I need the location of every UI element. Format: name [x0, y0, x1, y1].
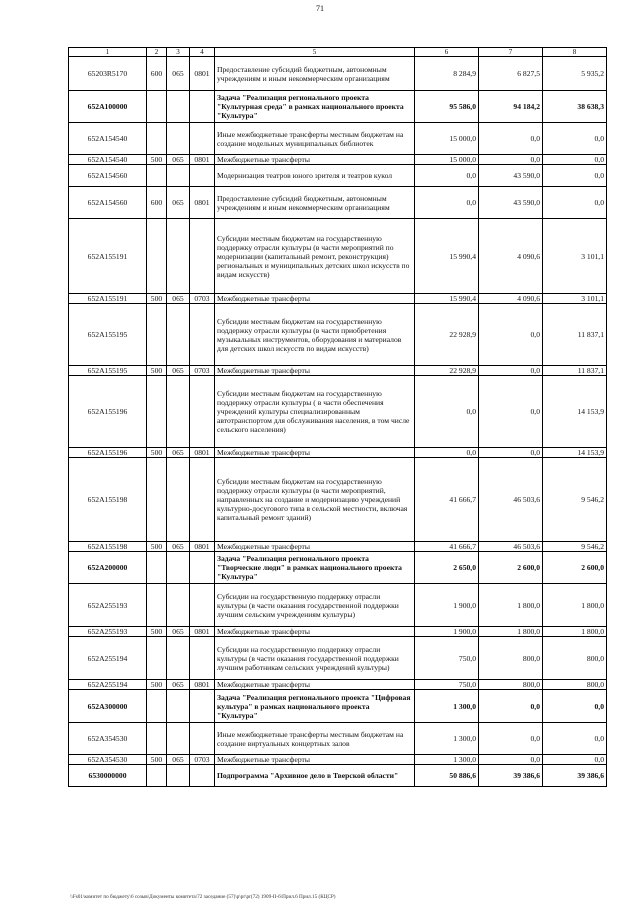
row-vr-cell: 600: [147, 57, 167, 91]
row-value-2020-cell: 94 184,2: [479, 91, 543, 123]
row-value-2021-cell: 0,0: [543, 165, 607, 187]
row-ministry-cell: 065: [167, 755, 190, 765]
row-description-cell: Предоставление субсидий бюджетным, автономным учреждениям и иным некоммерческим организациям: [215, 57, 415, 91]
header-cell: 2: [147, 48, 167, 57]
row-ministry-cell: [167, 376, 190, 448]
row-value-2019-cell: 15 000,0: [415, 123, 479, 155]
table-row: [69, 723, 607, 755]
row-ministry-cell: [167, 165, 190, 187]
row-ministry-cell: 065: [167, 155, 190, 165]
row-description-cell: Субсидии на государственную поддержку отрасли культуры (в части оказания государственной поддержки лучшим работникам сельских учреждений культуры): [215, 637, 415, 680]
table-row: [69, 219, 607, 294]
row-vr-cell: [147, 165, 167, 187]
row-value-2019-cell: 750,0: [415, 680, 479, 690]
row-value-2019-cell: 22 928,9: [415, 366, 479, 376]
row-section-cell: 0801: [190, 57, 215, 91]
row-ministry-cell: [167, 765, 190, 787]
table-row: [69, 755, 607, 765]
row-value-2021-cell: 3 101,1: [543, 294, 607, 304]
row-code-cell: 652A155191: [69, 219, 147, 294]
row-value-2020-cell: 0,0: [479, 304, 543, 366]
row-description-cell: Межбюджетные трансферты: [215, 542, 415, 552]
row-vr-cell: [147, 637, 167, 680]
row-value-2020-cell: 1 800,0: [479, 584, 543, 627]
row-value-2019-cell: 22 928,9: [415, 304, 479, 366]
row-section-cell: [190, 304, 215, 366]
row-value-2021-cell: 0,0: [543, 723, 607, 755]
row-section-cell: [190, 584, 215, 627]
row-vr-cell: [147, 552, 167, 584]
row-value-2020-cell: 0,0: [479, 376, 543, 448]
row-section-cell: 0703: [190, 294, 215, 304]
table-row: [69, 155, 607, 165]
row-value-2020-cell: 43 590,0: [479, 187, 543, 219]
row-value-2021-cell: 5 935,2: [543, 57, 607, 91]
row-value-2019-cell: 0,0: [415, 187, 479, 219]
row-ministry-cell: [167, 91, 190, 123]
row-description-cell: Задача "Реализация регионального проекта "Цифровая культура" в рамках национального проекта "Культура": [215, 690, 415, 723]
row-value-2021-cell: 0,0: [543, 690, 607, 723]
row-vr-cell: [147, 584, 167, 627]
row-value-2020-cell: 6 827,5: [479, 57, 543, 91]
row-value-2021-cell: 2 600,0: [543, 552, 607, 584]
row-ministry-cell: [167, 304, 190, 366]
row-description-cell: Иные межбюджетные трансферты местным бюджетам на создание модельных муниципальных библиотек: [215, 123, 415, 155]
row-description-cell: Субсидии местным бюджетам на государственную поддержку отрасли культуры ( в части обеспечения учреждений культуры специализированным автотранспортом для обслуживания населения, в том числе сельского населения): [215, 376, 415, 448]
row-value-2021-cell: 0,0: [543, 755, 607, 765]
row-value-2019-cell: 1 300,0: [415, 755, 479, 765]
row-code-cell: 65203R5170: [69, 57, 147, 91]
row-code-cell: 652A200000: [69, 552, 147, 584]
table-row: [69, 187, 607, 219]
row-section-cell: 0801: [190, 155, 215, 165]
row-value-2020-cell: 46 503,6: [479, 542, 543, 552]
row-ministry-cell: [167, 123, 190, 155]
row-vr-cell: [147, 765, 167, 787]
row-code-cell: 6530000000: [69, 765, 147, 787]
row-ministry-cell: 065: [167, 448, 190, 458]
row-code-cell: 652A255194: [69, 680, 147, 690]
budget-table: [68, 47, 607, 787]
row-ministry-cell: [167, 219, 190, 294]
row-value-2019-cell: 50 886,6: [415, 765, 479, 787]
row-code-cell: 652A354530: [69, 723, 147, 755]
table-row: [69, 294, 607, 304]
row-value-2021-cell: 1 800,0: [543, 584, 607, 627]
row-value-2019-cell: 15 990,4: [415, 219, 479, 294]
row-value-2020-cell: 0,0: [479, 690, 543, 723]
row-value-2021-cell: 11 837,1: [543, 304, 607, 366]
row-ministry-cell: 065: [167, 294, 190, 304]
table-row: [69, 584, 607, 627]
row-value-2021-cell: 14 153,9: [543, 448, 607, 458]
row-code-cell: 652A154560: [69, 165, 147, 187]
table-row: [69, 165, 607, 187]
row-description-cell: Субсидии на государственную поддержку отрасли культуры (в части оказания государственной поддержки лучшим сельским учреждениям культуры): [215, 584, 415, 627]
row-section-cell: 0703: [190, 755, 215, 765]
row-vr-cell: [147, 376, 167, 448]
row-value-2019-cell: 2 650,0: [415, 552, 479, 584]
row-value-2020-cell: 800,0: [479, 637, 543, 680]
row-code-cell: 652A155195: [69, 366, 147, 376]
row-ministry-cell: [167, 552, 190, 584]
row-value-2020-cell: 800,0: [479, 680, 543, 690]
row-value-2021-cell: 0,0: [543, 155, 607, 165]
row-vr-cell: [147, 219, 167, 294]
table-row: [69, 542, 607, 552]
row-section-cell: [190, 123, 215, 155]
row-value-2020-cell: 0,0: [479, 123, 543, 155]
row-code-cell: 652A155195: [69, 304, 147, 366]
row-code-cell: 652A100000: [69, 91, 147, 123]
row-value-2021-cell: 9 546,2: [543, 458, 607, 542]
row-section-cell: [190, 458, 215, 542]
row-vr-cell: [147, 723, 167, 755]
row-vr-cell: 500: [147, 755, 167, 765]
row-value-2020-cell: 2 600,0: [479, 552, 543, 584]
row-section-cell: 0801: [190, 680, 215, 690]
row-value-2020-cell: 4 090,6: [479, 294, 543, 304]
row-section-cell: [190, 690, 215, 723]
row-vr-cell: [147, 91, 167, 123]
row-section-cell: 0801: [190, 542, 215, 552]
row-value-2019-cell: 1 900,0: [415, 627, 479, 637]
row-section-cell: 0801: [190, 627, 215, 637]
row-ministry-cell: 065: [167, 57, 190, 91]
row-value-2021-cell: 800,0: [543, 637, 607, 680]
row-vr-cell: 500: [147, 366, 167, 376]
table-row: [69, 366, 607, 376]
row-code-cell: 652A155198: [69, 542, 147, 552]
row-code-cell: 652A154560: [69, 187, 147, 219]
row-section-cell: [190, 165, 215, 187]
table-row: [69, 458, 607, 542]
row-ministry-cell: 065: [167, 542, 190, 552]
row-description-cell: Субсидии местным бюджетам на государственную поддержку отрасли культуры (в части мероприятий, направленных на создание и модернизацию учреждений культурно-досугового типа в сельской местности, включая капитальный ремонт зданий): [215, 458, 415, 542]
row-vr-cell: 500: [147, 294, 167, 304]
row-value-2021-cell: 14 153,9: [543, 376, 607, 448]
row-value-2019-cell: 15 000,0: [415, 155, 479, 165]
row-section-cell: 0703: [190, 366, 215, 376]
row-section-cell: [190, 219, 215, 294]
row-description-cell: Субсидии местным бюджетам на государственную поддержку отрасли культуры (в части приобретения музыкальных инструментов, оборудования и материалов для детских школ искусств по видам искусств): [215, 304, 415, 366]
row-code-cell: 652A255193: [69, 584, 147, 627]
table-row: [69, 304, 607, 366]
row-code-cell: 652A255193: [69, 627, 147, 637]
row-value-2021-cell: 38 638,3: [543, 91, 607, 123]
row-code-cell: 652A154540: [69, 155, 147, 165]
row-description-cell: Межбюджетные трансферты: [215, 755, 415, 765]
row-value-2020-cell: 4 090,6: [479, 219, 543, 294]
table-row: [69, 690, 607, 723]
row-ministry-cell: 065: [167, 366, 190, 376]
table-row: [69, 627, 607, 637]
row-code-cell: 652A255194: [69, 637, 147, 680]
row-value-2021-cell: 11 837,1: [543, 366, 607, 376]
table-row: [69, 448, 607, 458]
row-ministry-cell: 065: [167, 187, 190, 219]
table-row: [69, 765, 607, 787]
row-value-2020-cell: 0,0: [479, 366, 543, 376]
header-cell: 8: [543, 48, 607, 57]
header-cell: 5: [215, 48, 415, 57]
row-code-cell: 652A155191: [69, 294, 147, 304]
row-description-cell: Межбюджетные трансферты: [215, 366, 415, 376]
table-row: [69, 680, 607, 690]
header-cell: 4: [190, 48, 215, 57]
row-value-2019-cell: 0,0: [415, 165, 479, 187]
row-value-2019-cell: 41 666,7: [415, 542, 479, 552]
row-value-2019-cell: 0,0: [415, 376, 479, 448]
row-description-cell: Межбюджетные трансферты: [215, 294, 415, 304]
row-description-cell: Межбюджетные трансферты: [215, 627, 415, 637]
table-row: [69, 637, 607, 680]
row-section-cell: [190, 723, 215, 755]
row-vr-cell: [147, 304, 167, 366]
row-vr-cell: 600: [147, 187, 167, 219]
page-number: 71: [316, 4, 324, 13]
row-section-cell: 0801: [190, 448, 215, 458]
row-value-2020-cell: 43 590,0: [479, 165, 543, 187]
row-value-2021-cell: 800,0: [543, 680, 607, 690]
row-value-2019-cell: 95 586,0: [415, 91, 479, 123]
row-description-cell: Модернизация театров юного зрителя и театров кукол: [215, 165, 415, 187]
row-value-2021-cell: 39 386,6: [543, 765, 607, 787]
row-value-2020-cell: 0,0: [479, 755, 543, 765]
row-description-cell: Межбюджетные трансферты: [215, 448, 415, 458]
row-description-cell: Предоставление субсидий бюджетным, автономным учреждениям и иным некоммерческим организациям: [215, 187, 415, 219]
row-vr-cell: 500: [147, 680, 167, 690]
row-value-2019-cell: 41 666,7: [415, 458, 479, 542]
file-path-footer: \\Fs01\комитет по бюджету\6 созыв\Документы комитета\72 заседание (57)\р\pr\pr(72) 1909-II-6\Прил.6 Прил.15 (КЦСР): [70, 894, 336, 900]
row-value-2021-cell: 0,0: [543, 123, 607, 155]
row-code-cell: 652A354530: [69, 755, 147, 765]
header-cell: 1: [69, 48, 147, 57]
table-row: [69, 552, 607, 584]
row-ministry-cell: [167, 584, 190, 627]
table-row: [69, 57, 607, 91]
row-value-2020-cell: 0,0: [479, 723, 543, 755]
row-ministry-cell: 065: [167, 627, 190, 637]
row-vr-cell: 500: [147, 627, 167, 637]
row-description-cell: Субсидии местным бюджетам на государственную поддержку отрасли культуры (в части мероприятий по модернизации (капитальный ремонт, реконструкция) региональных и муниципальных детских школ искусств по видам искусств): [215, 219, 415, 294]
row-vr-cell: [147, 123, 167, 155]
header-cell: 3: [167, 48, 190, 57]
table-row: [69, 91, 607, 123]
row-description-cell: Межбюджетные трансферты: [215, 155, 415, 165]
row-code-cell: 652A155196: [69, 376, 147, 448]
row-value-2020-cell: 0,0: [479, 448, 543, 458]
row-value-2021-cell: 0,0: [543, 187, 607, 219]
row-value-2019-cell: 15 990,4: [415, 294, 479, 304]
row-value-2021-cell: 1 800,0: [543, 627, 607, 637]
row-value-2019-cell: 1 900,0: [415, 584, 479, 627]
row-value-2020-cell: 39 386,6: [479, 765, 543, 787]
row-code-cell: 652A300000: [69, 690, 147, 723]
row-section-cell: [190, 765, 215, 787]
row-value-2019-cell: 1 300,0: [415, 723, 479, 755]
row-value-2020-cell: 46 503,6: [479, 458, 543, 542]
row-section-cell: [190, 637, 215, 680]
row-ministry-cell: [167, 458, 190, 542]
row-vr-cell: 500: [147, 542, 167, 552]
row-description-cell: Задача "Реализация регионального проекта "Культурная среда" в рамках национального проекта "Культура": [215, 91, 415, 123]
row-description-cell: Задача "Реализация регионального проекта "Творческие люди" в рамках национального проекта "Культура": [215, 552, 415, 584]
row-ministry-cell: [167, 690, 190, 723]
header-row: [69, 48, 607, 57]
row-description-cell: Иные межбюджетные трансферты местным бюджетам на создание виртуальных концертных залов: [215, 723, 415, 755]
row-description-cell: Межбюджетные трансферты: [215, 680, 415, 690]
header-cell: 7: [479, 48, 543, 57]
table-body: [69, 57, 607, 787]
row-code-cell: 652A155196: [69, 448, 147, 458]
row-value-2019-cell: 1 300,0: [415, 690, 479, 723]
row-section-cell: [190, 376, 215, 448]
row-value-2021-cell: 9 546,2: [543, 542, 607, 552]
row-value-2020-cell: 1 800,0: [479, 627, 543, 637]
row-vr-cell: [147, 690, 167, 723]
row-section-cell: [190, 552, 215, 584]
row-ministry-cell: 065: [167, 680, 190, 690]
row-code-cell: 652A155198: [69, 458, 147, 542]
row-vr-cell: 500: [147, 448, 167, 458]
header-cell: 6: [415, 48, 479, 57]
row-value-2020-cell: 0,0: [479, 155, 543, 165]
row-ministry-cell: [167, 637, 190, 680]
table-row: [69, 123, 607, 155]
row-description-cell: Подпрограмма "Архивное дело в Тверской области": [215, 765, 415, 787]
table-row: [69, 376, 607, 448]
row-ministry-cell: [167, 723, 190, 755]
row-code-cell: 652A154540: [69, 123, 147, 155]
row-section-cell: 0801: [190, 187, 215, 219]
row-value-2019-cell: 8 284,9: [415, 57, 479, 91]
row-vr-cell: 500: [147, 155, 167, 165]
row-value-2019-cell: 750,0: [415, 637, 479, 680]
row-value-2021-cell: 3 101,1: [543, 219, 607, 294]
row-value-2019-cell: 0,0: [415, 448, 479, 458]
row-section-cell: [190, 91, 215, 123]
row-vr-cell: [147, 458, 167, 542]
